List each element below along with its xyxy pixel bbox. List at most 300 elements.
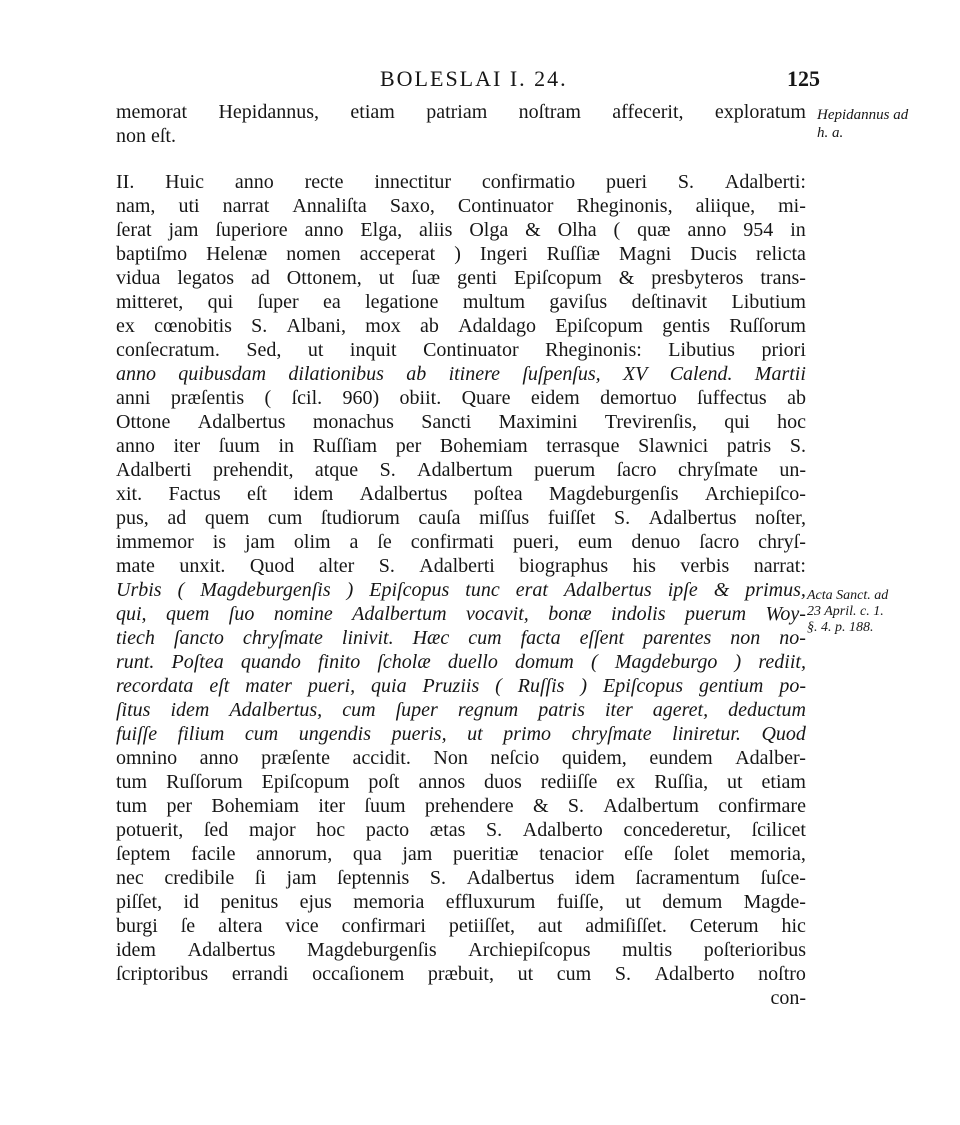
word: regnum — [457, 699, 519, 721]
word: Ruſſia, — [654, 771, 709, 793]
word: noſtram — [518, 101, 581, 123]
word: Non — [433, 747, 468, 769]
word: Olga — [469, 219, 509, 241]
word: cauſa — [418, 507, 461, 529]
word: per — [166, 795, 192, 817]
word: duello — [447, 651, 498, 673]
word: effluxurum — [445, 891, 536, 913]
word: anno — [116, 363, 156, 385]
word: nomine — [273, 603, 333, 625]
word: ungendis — [298, 723, 372, 745]
word: cum — [244, 723, 279, 745]
word: ſi — [254, 867, 266, 889]
text-line — [116, 986, 806, 1010]
word: Magdeburgenſis — [200, 579, 331, 601]
word: multis — [622, 939, 673, 961]
text-line — [116, 506, 806, 530]
word: Martii — [754, 363, 806, 385]
word: ſuſce- — [760, 867, 806, 889]
word: Adalbertus — [466, 867, 555, 889]
word: eum — [578, 531, 613, 553]
text-line — [116, 650, 806, 674]
body-text — [116, 100, 806, 1010]
word: ſuper — [257, 291, 299, 313]
word: Adalbertus — [197, 411, 286, 433]
word: demortuo — [600, 387, 677, 409]
word: noſtro — [758, 963, 806, 985]
word: etiam — [761, 771, 806, 793]
word: alter — [318, 555, 355, 577]
word: anno — [234, 171, 274, 193]
word: bonæ — [548, 603, 592, 625]
word: & — [525, 219, 541, 241]
word: Adalbertus — [648, 507, 737, 529]
word: qui — [724, 411, 750, 433]
word: S. — [486, 819, 503, 841]
word: petiiſſet, — [448, 915, 515, 937]
text-line — [116, 602, 806, 626]
word: gentium — [698, 675, 764, 697]
word: itinere — [448, 363, 501, 385]
word: neſcio — [490, 747, 540, 769]
word: major — [248, 819, 296, 841]
word: in — [790, 219, 806, 241]
word: noſter, — [755, 507, 806, 529]
word: Epiſcopum — [261, 771, 350, 793]
word: ut — [307, 339, 324, 361]
word: recte — [304, 171, 344, 193]
word: anno — [687, 219, 727, 241]
word: ſuperiore — [215, 219, 288, 241]
word: Magde- — [743, 891, 806, 913]
text-line — [116, 530, 806, 554]
word: con- — [770, 987, 806, 1009]
word: Helenæ — [206, 243, 268, 265]
word: memoria — [353, 891, 425, 913]
word: Ingeri — [479, 243, 528, 265]
word: Adalbertum — [603, 795, 699, 817]
word: ſeptennis — [337, 867, 410, 889]
word: penitus — [220, 891, 279, 913]
word: Factus — [168, 483, 221, 505]
word: recordata — [116, 675, 194, 697]
word: ſitus — [116, 699, 151, 721]
word: Ruſſorum — [729, 315, 806, 337]
word: Poſtea — [171, 651, 224, 673]
word: Epiſcopum — [555, 315, 643, 337]
word: ( — [591, 651, 598, 673]
text-line — [116, 554, 806, 578]
word: anno — [304, 219, 344, 241]
word: innectitur — [374, 171, 451, 193]
word: Sed, — [246, 339, 282, 361]
word: Ruſſiam — [312, 435, 378, 457]
word: obiit. — [399, 387, 442, 409]
word: a — [349, 531, 359, 553]
word: nam, — [116, 195, 156, 217]
word: puerum — [534, 459, 596, 481]
word: Pruziis — [422, 675, 480, 697]
word: ab — [420, 315, 439, 337]
text-line — [116, 578, 806, 602]
word: non — [730, 627, 761, 649]
word: ageret, — [652, 699, 709, 721]
text-line — [116, 458, 806, 482]
page-number: 125 — [787, 66, 820, 91]
word: ) — [734, 651, 742, 673]
word: pueri, — [307, 675, 356, 697]
word: indolis — [611, 603, 666, 625]
word: filium — [177, 723, 225, 745]
word: inquit — [349, 339, 397, 361]
word: Rheginonis, — [576, 195, 673, 217]
word: liniretur. — [672, 723, 741, 745]
word: & — [618, 267, 635, 289]
word: Elga, — [360, 219, 403, 241]
word: patris — [726, 435, 772, 457]
word: poſt — [368, 771, 400, 793]
word: Trevirenſis, — [604, 411, 697, 433]
word: ab — [406, 363, 427, 385]
word: ea — [322, 291, 341, 313]
word: ſuum — [364, 795, 406, 817]
word: xit. — [116, 483, 143, 505]
word: ſuum — [218, 435, 260, 457]
text-line — [116, 194, 806, 218]
word: erat — [515, 579, 548, 601]
word: multum — [462, 291, 526, 313]
word: S. — [567, 795, 585, 817]
word: ( — [495, 675, 502, 697]
text-line — [116, 314, 806, 338]
word: altera — [218, 915, 263, 937]
word: quando — [240, 651, 301, 673]
word: dilationibus — [288, 363, 384, 385]
word: Huic — [165, 171, 205, 193]
word: deductum — [728, 699, 806, 721]
word: eidem — [530, 387, 580, 409]
word: Adalbertus — [359, 483, 448, 505]
running-head: BOLESLAI I. 24. — [380, 66, 568, 91]
word: pus, — [116, 507, 149, 529]
word: quem — [204, 507, 250, 529]
word: ſolet — [673, 843, 710, 865]
word: idem — [293, 483, 334, 505]
word: confirmatio — [481, 171, 576, 193]
word: legatos — [177, 267, 235, 289]
word: ætas — [429, 819, 466, 841]
word: exploratum — [714, 101, 806, 123]
word: tum — [116, 771, 148, 793]
text-line — [116, 124, 806, 148]
word: Libutius — [668, 339, 735, 361]
word: pacto — [365, 819, 410, 841]
word: no- — [779, 627, 806, 649]
text-line — [116, 386, 806, 410]
word: memoria, — [729, 843, 806, 865]
word: cum — [342, 699, 376, 721]
text-line — [116, 794, 806, 818]
word: tenacior — [539, 843, 604, 865]
word: prehendere — [424, 795, 514, 817]
word: ſe — [180, 915, 196, 937]
word: eundem — [649, 747, 713, 769]
word: vidua — [116, 267, 161, 289]
word: confirmari — [341, 915, 426, 937]
text-line — [116, 770, 806, 794]
text-line — [116, 722, 806, 746]
text-line — [116, 698, 806, 722]
word: eſt — [209, 675, 230, 697]
word: pueri — [605, 171, 648, 193]
word: Magni — [619, 243, 672, 265]
word: ut — [625, 891, 641, 913]
word: S. — [789, 435, 806, 457]
word: qui — [207, 291, 234, 313]
word: cum — [556, 963, 592, 985]
word: mi- — [778, 195, 806, 217]
word: po- — [779, 675, 806, 697]
word: Calend. — [669, 363, 733, 385]
word: Libutium — [731, 291, 806, 313]
word: hoc — [777, 411, 806, 433]
word: annos — [418, 771, 466, 793]
word: runt. — [116, 651, 155, 673]
word: S. — [429, 867, 447, 889]
word: baptiſmo — [116, 243, 188, 265]
word: uti — [178, 195, 200, 217]
word: unxit. — [179, 555, 226, 577]
word: etiam — [350, 101, 395, 123]
word: & — [533, 795, 549, 817]
word: denuo — [631, 531, 681, 553]
word: priori — [761, 339, 806, 361]
text-line — [116, 100, 806, 124]
word: Magdeburgo — [614, 651, 718, 673]
word: un- — [779, 459, 806, 481]
text-line — [116, 218, 806, 242]
margin-note-line: 23 April. c. 1. — [807, 604, 884, 619]
word: deſtinavit — [631, 291, 708, 313]
word: præbuit, — [427, 963, 494, 985]
word: Sancti — [421, 411, 472, 433]
word: præſente — [261, 747, 330, 769]
word: credibile — [164, 867, 235, 889]
word: Adalberto — [654, 963, 735, 985]
word: ſuper — [395, 699, 438, 721]
word: ut — [727, 771, 743, 793]
word: ſcholæ — [377, 651, 431, 673]
word: errandi — [231, 963, 289, 985]
word: admiſiſſet. — [585, 915, 667, 937]
word: cum — [468, 627, 502, 649]
word: ſerat — [116, 219, 152, 241]
word: anni — [116, 387, 151, 409]
word: Epiſcopum — [514, 267, 602, 289]
word: Ducis — [690, 243, 737, 265]
word: jam — [402, 843, 433, 865]
word: fuiſſe — [116, 723, 158, 745]
word: biographus — [519, 555, 609, 577]
word: ſuo — [228, 603, 255, 625]
word: tunc — [465, 579, 500, 601]
word: facta — [520, 627, 561, 649]
word: ejus — [299, 891, 332, 913]
word: jam — [286, 867, 317, 889]
word: tum — [116, 795, 148, 817]
word: domum — [514, 651, 574, 673]
word: ſeptem — [116, 843, 171, 865]
word: tiech — [116, 627, 155, 649]
text-line — [116, 482, 806, 506]
text-line — [116, 818, 806, 842]
word: terrasque — [546, 435, 620, 457]
word: annorum, — [256, 843, 333, 865]
word: mate — [116, 555, 155, 577]
word: Archiepiſco- — [704, 483, 806, 505]
word: Ruſſorum — [166, 771, 243, 793]
word: hic — [781, 915, 806, 937]
text-line — [116, 434, 806, 458]
word: Maximini — [498, 411, 578, 433]
word: Adalbertum — [352, 603, 447, 625]
word: ſe — [377, 531, 392, 553]
text-line — [116, 338, 806, 362]
word: Continuator — [423, 339, 519, 361]
text-line — [116, 674, 806, 698]
word: presbyteros — [651, 267, 744, 289]
word: nomen — [286, 243, 341, 265]
text-line — [116, 962, 806, 986]
word: acceperat — [359, 243, 436, 265]
word: Saxo, — [389, 195, 435, 217]
word: legatione — [365, 291, 439, 313]
word: Ottone — [116, 411, 171, 433]
word: trans- — [760, 267, 806, 289]
word: qui, — [116, 603, 147, 625]
word: primus, — [745, 579, 806, 601]
word: Epiſcopus — [369, 579, 450, 601]
word: S. — [677, 171, 695, 193]
word: ex — [616, 771, 636, 793]
margin-note-acta-sanctorum — [807, 588, 888, 636]
word: S. — [378, 555, 395, 577]
word: atque — [314, 459, 359, 481]
word: Adalberti — [116, 459, 192, 481]
word: verbis — [680, 555, 730, 577]
word: aliis — [419, 219, 453, 241]
word: Continuator — [457, 195, 554, 217]
word: quidem, — [561, 747, 627, 769]
text-line — [116, 410, 806, 434]
text-line — [116, 746, 806, 770]
word: his — [632, 555, 656, 577]
word: vice — [285, 915, 319, 937]
word: cœnobitis — [154, 315, 232, 337]
word: ( — [613, 219, 621, 241]
word: ſtudiorum — [320, 507, 400, 529]
text-line — [116, 938, 806, 962]
word: Adalberti: — [724, 171, 806, 193]
margin-note-hepidannus — [817, 106, 908, 142]
word: id — [183, 891, 200, 913]
word: genti — [457, 267, 498, 289]
word: anno — [116, 435, 155, 457]
word: linivit. — [341, 627, 394, 649]
word: non — [116, 125, 146, 147]
word: finito — [317, 651, 361, 673]
word: & — [713, 579, 730, 601]
word: gentis — [662, 315, 710, 337]
word: ſacro — [616, 459, 657, 481]
word: eſſent — [579, 627, 625, 649]
word: idem — [574, 867, 615, 889]
word: Hepidannus, — [218, 101, 320, 123]
word: poſtea — [473, 483, 523, 505]
text-line — [116, 626, 806, 650]
word: quibusdam — [178, 363, 267, 385]
word: ſuffectus — [697, 387, 767, 409]
word: 954 — [743, 219, 774, 241]
word: Adalberti — [419, 555, 495, 577]
word: Adalberto — [522, 819, 603, 841]
word: quem — [166, 603, 210, 625]
word: Quod — [249, 555, 295, 577]
word: rediiſſe — [540, 771, 598, 793]
word: pueris, — [391, 723, 447, 745]
word: Adalbertus, — [229, 699, 323, 721]
word: Ruſſis — [517, 675, 565, 697]
word: Archiepiſcopus — [468, 939, 591, 961]
word: is — [212, 531, 227, 553]
word: chryſmate — [677, 459, 758, 481]
word: eſſe — [624, 843, 654, 865]
word: eſt. — [151, 125, 176, 147]
word: Magdeburgenſis — [548, 483, 679, 505]
word: anno — [199, 747, 239, 769]
word: Bohemiam — [211, 795, 300, 817]
word: immemor — [116, 531, 194, 553]
word: omnino — [116, 747, 178, 769]
margin-note-line: Hepidannus ad — [817, 107, 909, 123]
word: gaviſus — [549, 291, 608, 313]
word: Epiſcopus — [603, 675, 683, 697]
word: quæ — [637, 219, 671, 241]
word: ( — [177, 579, 185, 601]
margin-note-line: §. 4. p. 188. — [807, 620, 874, 635]
word: nec — [116, 867, 144, 889]
word: ) — [454, 243, 461, 265]
word: affecerit, — [612, 101, 684, 123]
word: ſancto — [173, 627, 224, 649]
word: ad — [167, 507, 187, 529]
word: iter — [318, 795, 346, 817]
word: Ottonem, — [286, 267, 362, 289]
word: præſentis — [170, 387, 245, 409]
word: fuiſſet — [547, 507, 596, 529]
word: Olha — [557, 219, 597, 241]
word: monachus — [312, 411, 394, 433]
word: 960) — [342, 387, 380, 409]
word: iter — [173, 435, 201, 457]
word: primo — [503, 723, 552, 745]
word: iter — [604, 699, 633, 721]
word: miſſus — [479, 507, 530, 529]
word: accidit. — [352, 747, 411, 769]
word: vocavit, — [466, 603, 529, 625]
word: prehendit, — [212, 459, 294, 481]
word: facile — [191, 843, 236, 865]
